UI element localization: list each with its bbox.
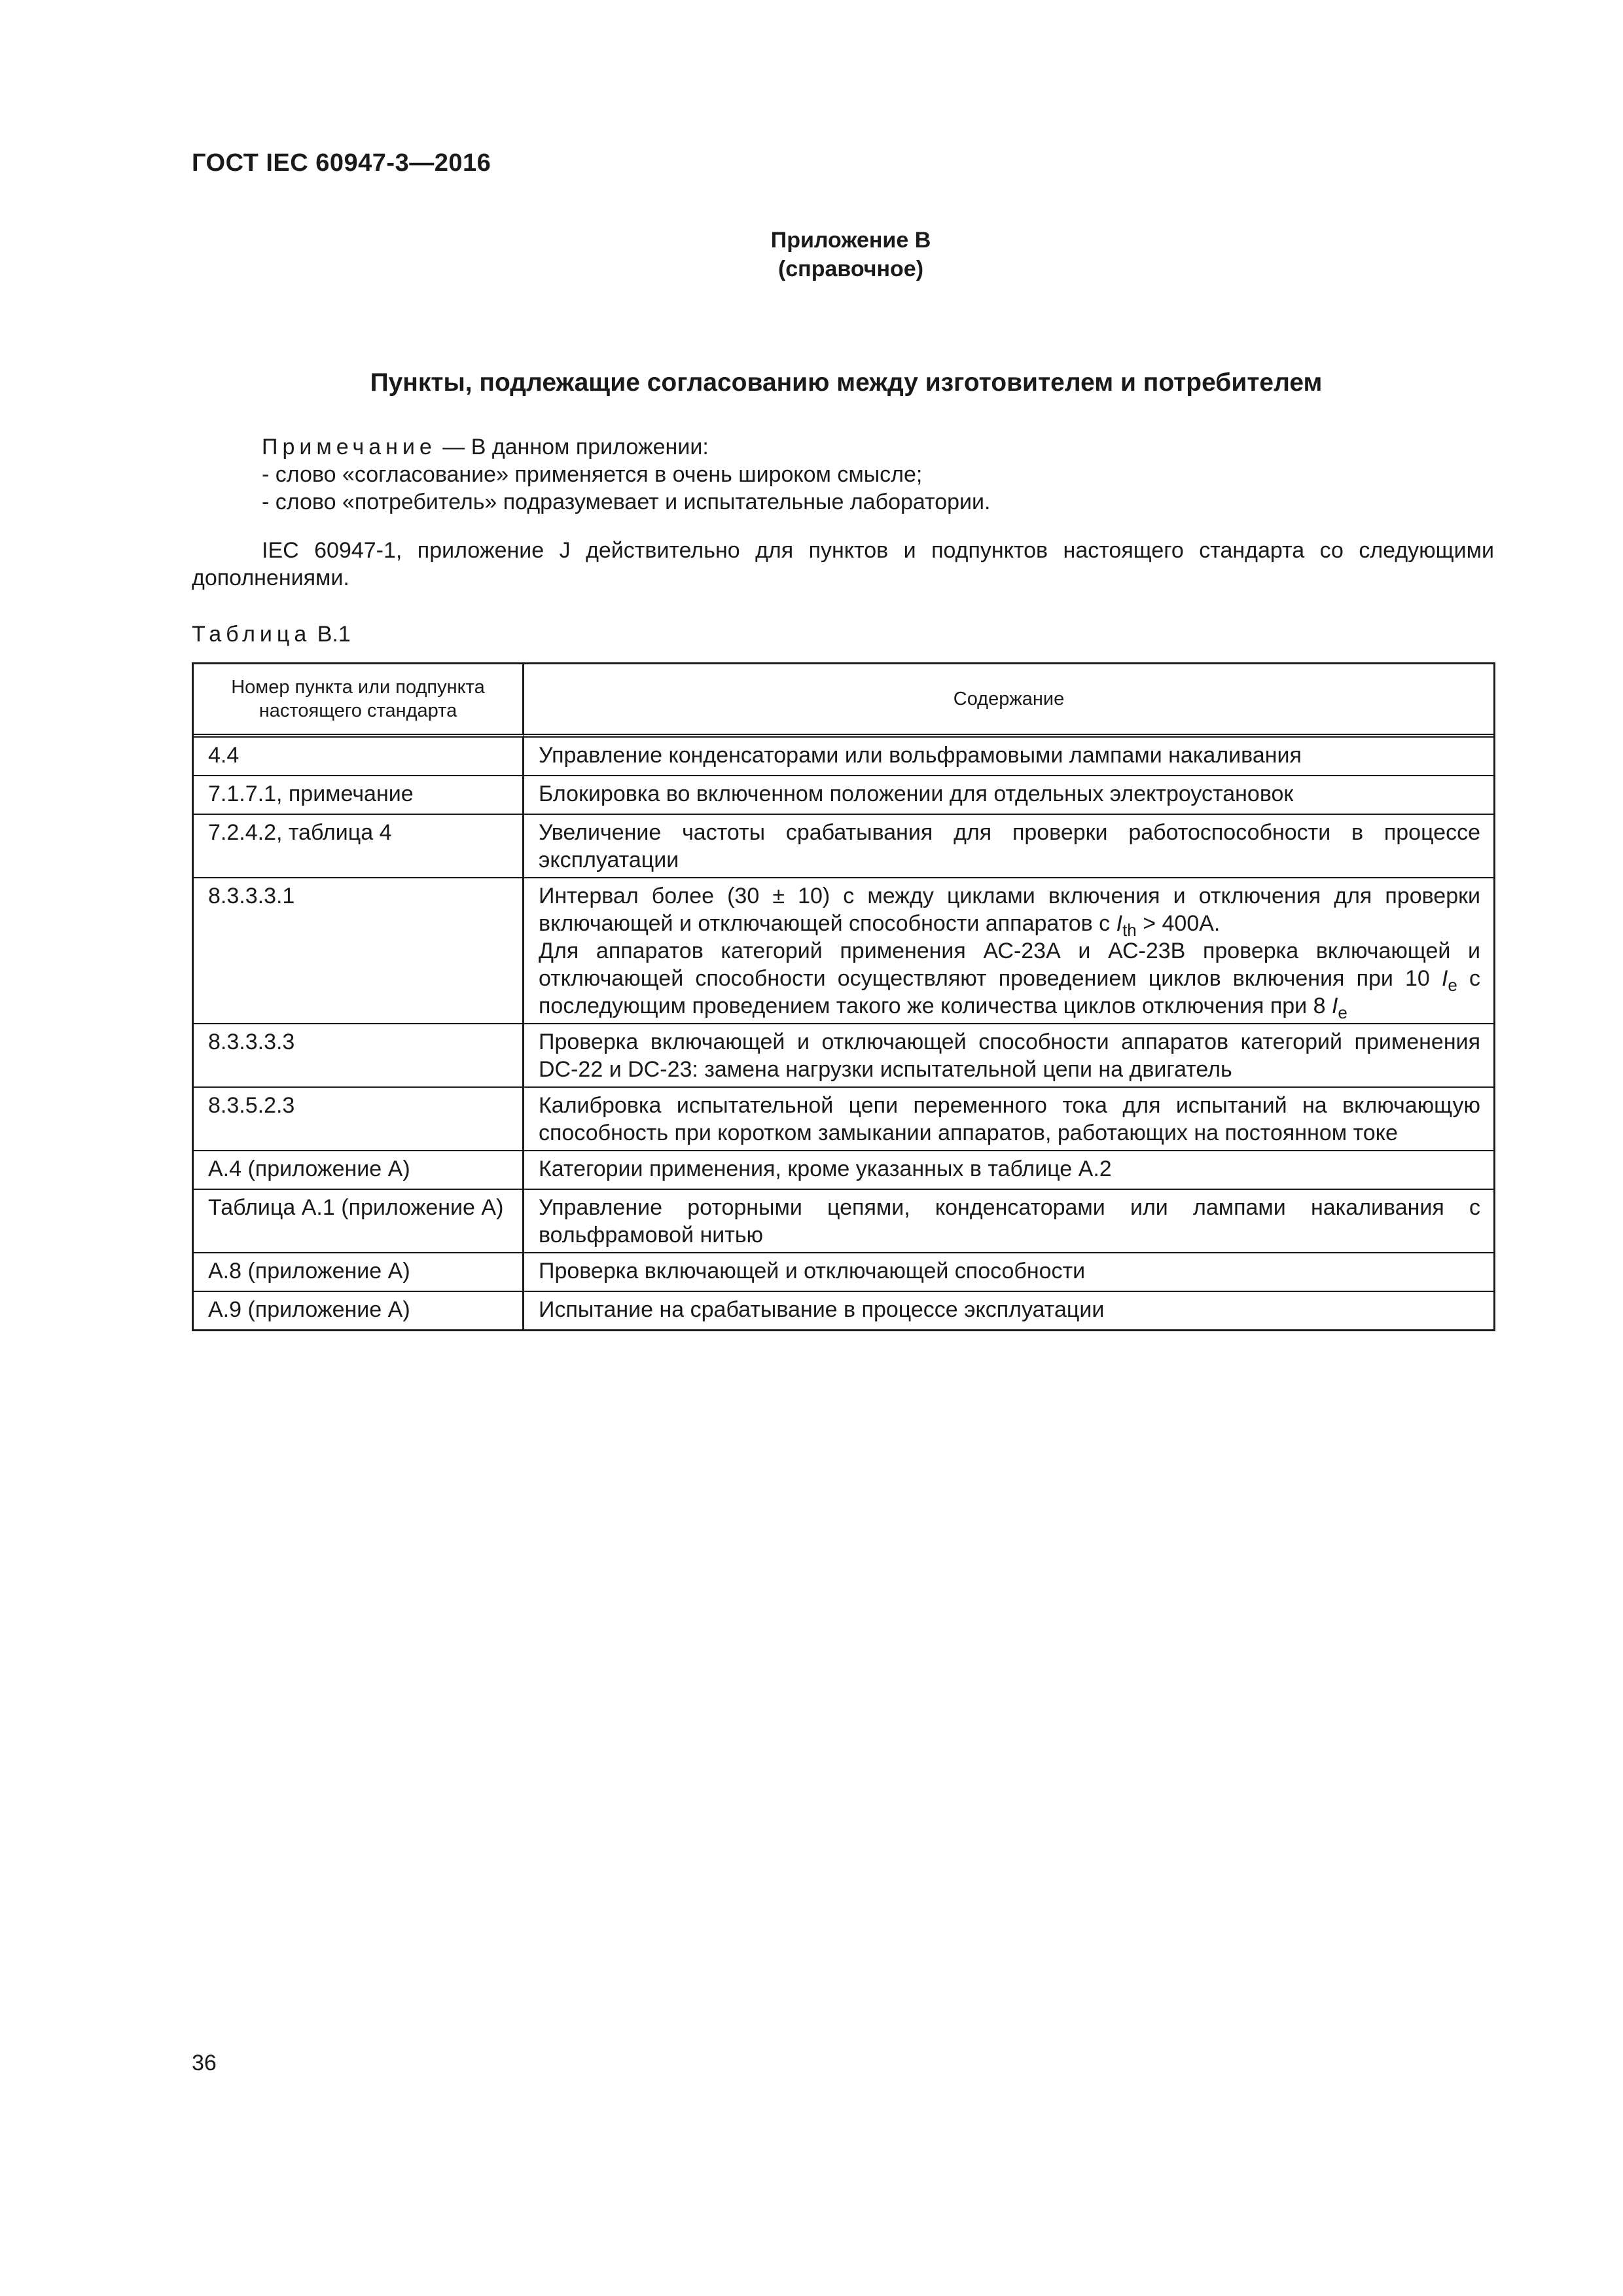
row-content: Блокировка во включенном положении для отдельных электроустановок — [524, 775, 1493, 814]
row-content: Категории применения, кроме указанных в таблице А.2 — [524, 1150, 1493, 1189]
table-header-row — [194, 664, 1493, 734]
table-row — [194, 1291, 1493, 1329]
table-row — [194, 775, 1493, 814]
current-symbol: I — [1441, 966, 1448, 991]
note-line — [262, 433, 709, 461]
row-content: Управление конденсаторами или вольфрамовыми лампами накаливания — [524, 734, 1493, 775]
note-item-2: - слово «потребитель» подразумевает и испытательные лаборатории. — [262, 490, 991, 514]
row-content: Проверка включающей и отключающей способности аппаратов категорий применения DC-22 и DC-23: замена нагрузки испытательной цепи на двигатель — [524, 1023, 1493, 1086]
table-row — [194, 1252, 1493, 1291]
row-clause: 7.2.4.2, таблица 4 — [194, 814, 524, 877]
row-clause: 8.3.5.2.3 — [194, 1086, 524, 1150]
subscript-th: th — [1122, 920, 1137, 940]
row-clause: 7.1.7.1, примечание — [194, 775, 524, 814]
table-row — [194, 734, 1493, 775]
table-row — [194, 814, 1493, 877]
standard-id: ГОСТ IEC 60947-3—2016 — [192, 149, 491, 177]
annex-title: Приложение В — [770, 228, 931, 253]
note-item-1: - слово «согласование» применяется в очень широком смысле; — [262, 462, 923, 487]
row-content: Проверка включающей и отключающей способности — [524, 1252, 1493, 1291]
subscript-e: e — [1338, 1003, 1347, 1022]
subscript-e: e — [1448, 975, 1457, 995]
row-content: Управление роторными цепями, конденсаторами или лампами накаливания с вольфрамовой нитью — [524, 1189, 1493, 1252]
annex-subtitle: (справочное) — [777, 257, 924, 281]
row-clause: А.8 (приложение А) — [194, 1252, 524, 1291]
row-clause: А.4 (приложение А) — [194, 1150, 524, 1189]
row-content — [524, 877, 1493, 1023]
row-content-part: > 400А. — [1136, 911, 1221, 936]
row-clause: 8.3.3.3.3 — [194, 1023, 524, 1086]
current-symbol: I — [1116, 911, 1123, 936]
table-row — [194, 1023, 1493, 1086]
intro-paragraph — [192, 537, 1494, 592]
row-clause: А.9 (приложение А) — [194, 1291, 524, 1329]
row-content-part: Интервал более (30 ± 10) с между циклами включения и отключения для проверки включающей и отключающей способности аппаратов с — [539, 884, 1480, 936]
header-content: Содержание — [953, 689, 1065, 709]
note-label-rest: — В данном приложении: — [436, 435, 709, 459]
annex-heading: Пункты, подлежащие согласованию между изготовителем и потребителем — [370, 368, 1323, 397]
row-content-part: Для аппаратов категорий применения АС-23А и АС-23В проверка включающей и отключающей способности осуществляют проведением циклов включения при 10 — [539, 939, 1480, 991]
table-row — [194, 1189, 1493, 1252]
note-label: Примечание — [262, 435, 437, 459]
table-row — [194, 1086, 1493, 1150]
table-row — [194, 877, 1493, 1023]
intro-paragraph-text: IEC 60947-1, приложение J действительно для пунктов и подпунктов настоящего стандарта со следующими дополнениями. — [192, 538, 1494, 590]
page-number: 36 — [192, 2051, 217, 2075]
row-clause: 8.3.3.3.1 — [194, 877, 524, 1023]
clauses-table — [192, 662, 1495, 1331]
row-clause: 4.4 — [194, 734, 524, 775]
row-content-part: с последующим проведением такого же количества циклов отключения при 8 — [539, 966, 1480, 1018]
table-caption-number: В.1 — [311, 622, 351, 647]
table-caption — [192, 622, 351, 647]
header-clause: Номер пункта или подпункта настоящего стандарта — [194, 664, 524, 734]
table-row — [194, 1150, 1493, 1189]
row-content: Калибровка испытательной цепи переменного тока для испытаний на включающую способность при коротком замыкании аппаратов, работающих на постоянном токе — [524, 1086, 1493, 1150]
current-symbol: I — [1331, 994, 1338, 1018]
row-content: Испытание на срабатывание в процессе эксплуатации — [524, 1291, 1493, 1329]
row-clause: Таблица А.1 (приложение А) — [194, 1189, 524, 1252]
row-content: Увеличение частоты срабатывания для проверки работоспособности в процессе эксплуатации — [524, 814, 1493, 877]
table-caption-word: Таблица — [192, 622, 312, 647]
